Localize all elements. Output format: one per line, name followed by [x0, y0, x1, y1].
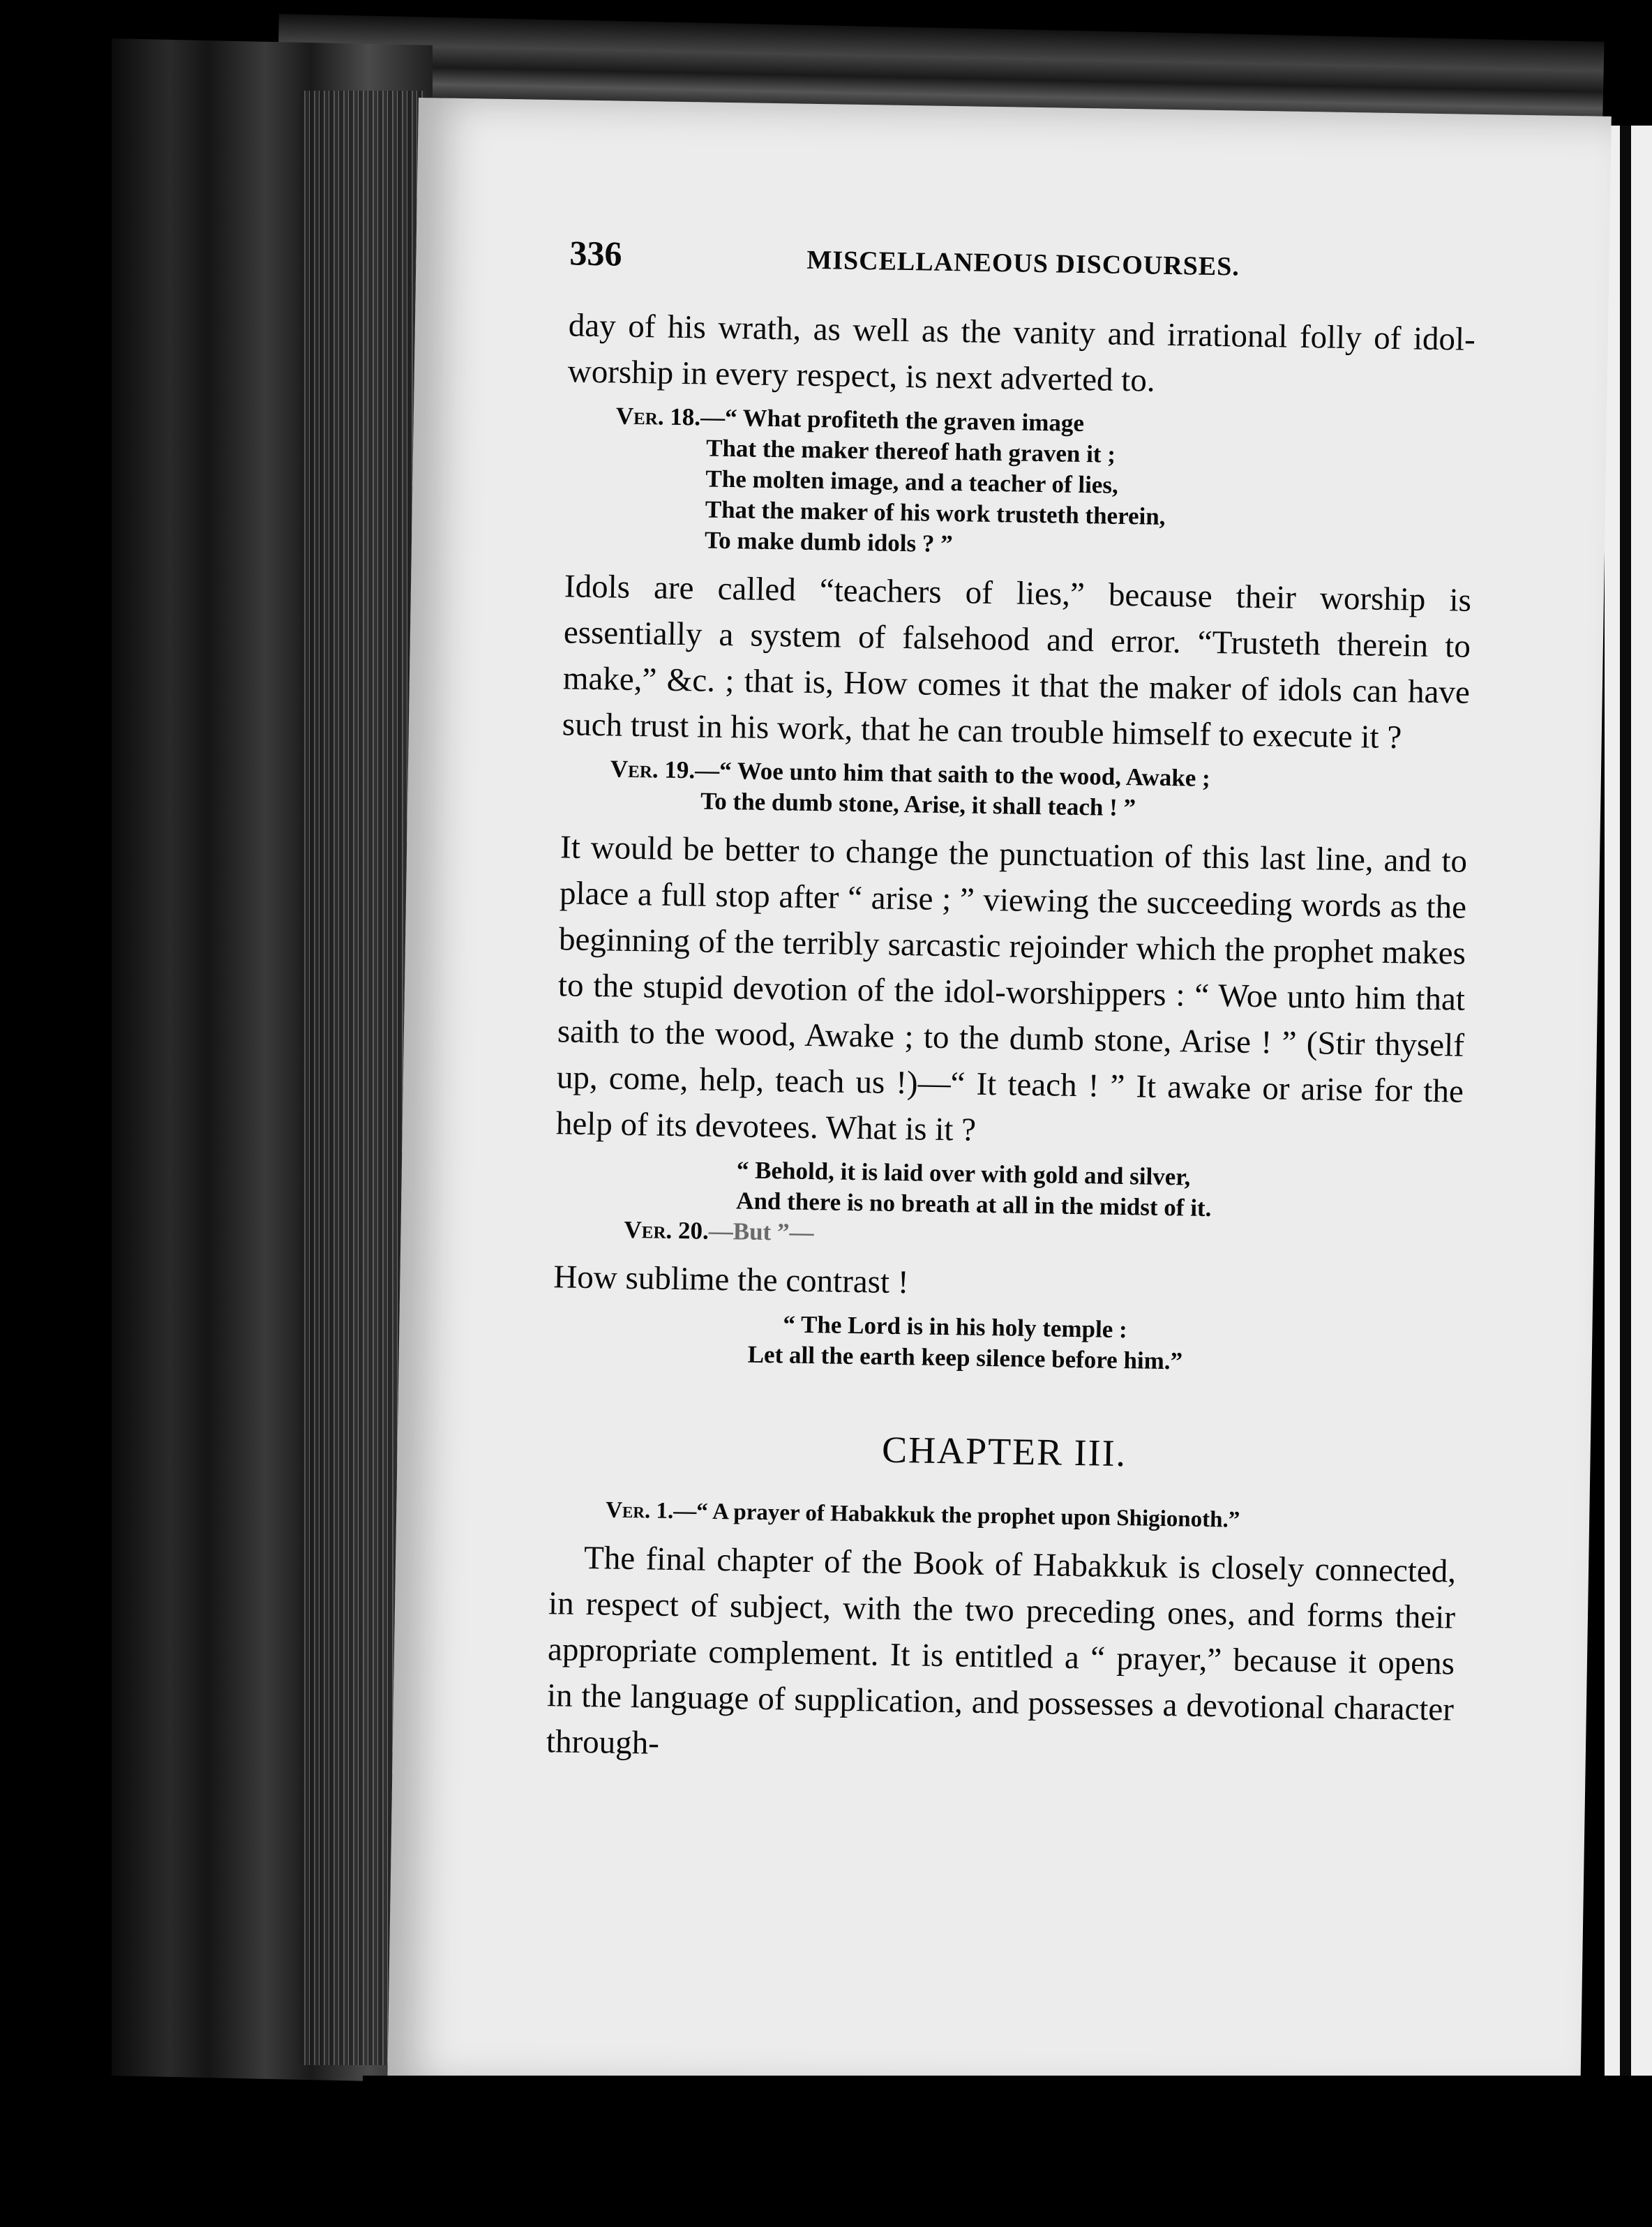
running-title: MISCELLANEOUS DISCOURSES. — [806, 245, 1240, 282]
running-head — [569, 232, 1477, 295]
quote-1-line-2: And there is no breath at all in the midst of it. — [735, 1187, 1212, 1222]
quote-2-line-1: “ The Lord is in his holy temple : — [783, 1310, 1128, 1344]
paragraph-3: It would be better to change the punctuation of this last line, and to place a full stop after “ arise ; ” viewing the succeeding words as the beginning of the terribly sarcastic rejoinder which the prophet makes to the stupid devotion of the idol-worshippers : “ Woe unto him that saith to the wood, Awake ; to the dumb stone, Arise ! ” (Stir thyself up, come, help, teach us !)—“ It teach ! ” It awake or arise for the help of its devotees. What is it ? — [555, 829, 1468, 1148]
quote-1-line-1: “ Behold, it is laid over with gold and silver, — [736, 1156, 1191, 1191]
verse-19 — [561, 753, 1469, 828]
verse-1 — [550, 1494, 1457, 1538]
quote-2 — [552, 1305, 1459, 1381]
paragraph-2: Idols are called “teachers of lies,” because their worship is essentially a system of falsehood and error. “Trusteth therein to make,” &c. ; that is, How comes it that the maker of idols can have such trust in his work, that he can trouble himself to execute it ? — [562, 568, 1472, 756]
chapter-heading: CHAPTER III. — [881, 1428, 1127, 1475]
verse-18 — [565, 400, 1474, 567]
verse-18-line-2: That the maker thereof hath graven it ; — [705, 434, 1116, 468]
verse-20-text: —But ”— — [708, 1217, 814, 1247]
gutter-line — [1620, 126, 1631, 2093]
verse-1-text: —“ A prayer of Habakkuk the prophet upon Shigionoth.” — [673, 1498, 1240, 1533]
verse-18-label: Ver. 18. — [615, 402, 701, 431]
verse-18-line-5: To make dumb idols ? ” — [704, 526, 953, 558]
verse-19-line-1: —“ Woe unto him that saith to the wood, Awake ; — [694, 756, 1211, 792]
verse-18-line-1: —“ What profiteth the graven image — [700, 403, 1085, 437]
book-page — [387, 98, 1612, 2105]
quote-2-line-2: Let all the earth keep silence before him.” — [747, 1340, 1183, 1375]
page-number: 336 — [569, 233, 622, 273]
verse-19-label: Ver. 19. — [610, 755, 696, 784]
bottom-shadow — [363, 2076, 1652, 2227]
verse-1-label: Ver. 1. — [605, 1497, 674, 1524]
paragraph-4: How sublime the contrast ! — [553, 1259, 909, 1301]
verse-18-line-3: The molten image, and a teacher of lies, — [705, 465, 1119, 499]
verse-19-line-2: To the dumb stone, Arise, it shall teach ! ” — [700, 787, 1136, 822]
verse-18-line-4: That the maker of his work trusteth therein, — [705, 495, 1166, 530]
verse-20-label: Ver. 20. — [624, 1215, 709, 1245]
paragraph-5: The final chapter of the Book of Habakkuk is closely connected, in respect of subject, with the two preceding ones, and forms their appropriate complement. It is entitled a “ prayer,” because it opens in the language of supplication, and possesses a devotional character through- — [546, 1539, 1457, 1762]
page-content — [546, 232, 1476, 1778]
quote-1 — [554, 1152, 1462, 1258]
facing-page-strip — [1605, 126, 1652, 2093]
paragraph-1: day of his wrath, as well as the vanity and irrational folly of idol-worship in every respect, is next adverted to. — [567, 307, 1476, 399]
